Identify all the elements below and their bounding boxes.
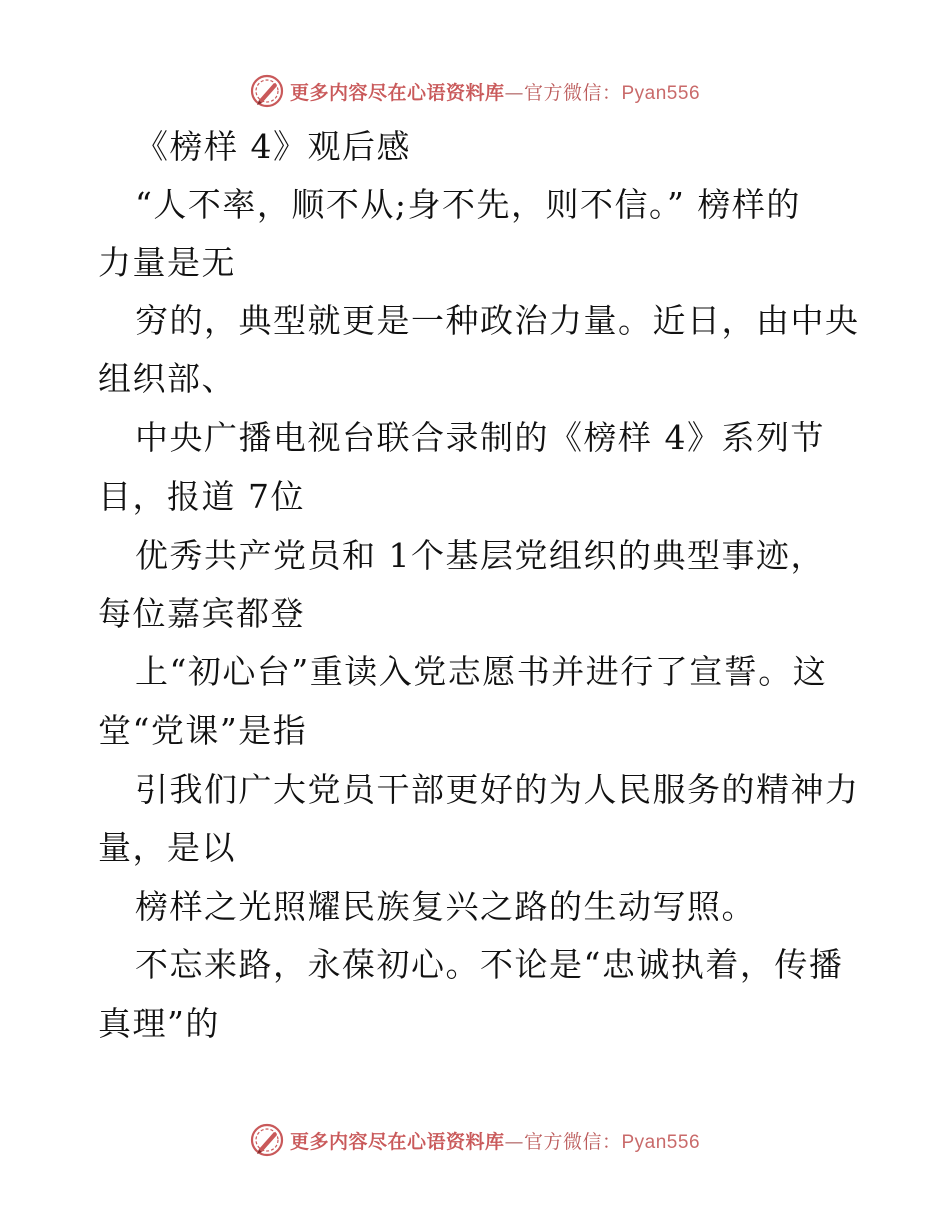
watermark-wechat-label: 官方微信： xyxy=(523,81,622,104)
watermark-wechat-id: Pyan556 xyxy=(621,1131,701,1153)
text-line: 榜样之光照耀民族复兴之路的生动写照。 xyxy=(135,887,756,926)
text-line: 力量是无 xyxy=(98,243,236,282)
text-line: 上“初心台”重读入党志愿书并进行了宣誓。这 xyxy=(135,652,828,691)
text-line: 优秀共产党员和 1个基层党组织的典型事迹， xyxy=(135,536,825,575)
text-line: 堂“党课”是指 xyxy=(98,711,308,750)
text-line: 中央广播电视台联合录制的《榜样 4》系列节 xyxy=(135,418,825,457)
text-line: “人不率，顺不从;身不先，则不信。” 榜样的 xyxy=(135,185,801,224)
pen-logo-icon xyxy=(250,74,284,108)
watermark-wechat-label: 官方微信： xyxy=(523,1130,622,1153)
watermark-wechat-id: Pyan556 xyxy=(621,82,701,104)
document-title: 《榜样 4》观后感 xyxy=(135,127,411,166)
text-line: 每位嘉宾都登 xyxy=(98,594,305,633)
text-line: 目，报道 7位 xyxy=(98,477,305,516)
text-line: 引我们广大党员干部更好的为人民服务的精神力 xyxy=(135,770,860,809)
watermark-text xyxy=(290,78,700,105)
text-line: 穷的，典型就更是一种政治力量。近日，由中央 xyxy=(135,301,860,340)
pen-logo-icon xyxy=(250,1123,284,1157)
watermark-dash: — xyxy=(504,1130,524,1153)
watermark-dash: — xyxy=(504,81,524,104)
footer-watermark xyxy=(0,1120,950,1160)
header-watermark xyxy=(0,71,950,111)
watermark-main: 更多内容尽在心语资料库 xyxy=(289,81,505,104)
text-line: 不忘来路，永葆初心。不论是“忠诚执着，传播 xyxy=(135,945,844,984)
text-line: 量，是以 xyxy=(98,828,236,867)
text-line: 真理”的 xyxy=(98,1004,220,1043)
watermark-main: 更多内容尽在心语资料库 xyxy=(289,1130,505,1153)
text-line: 组织部、 xyxy=(98,359,236,398)
watermark-text xyxy=(290,1127,700,1154)
